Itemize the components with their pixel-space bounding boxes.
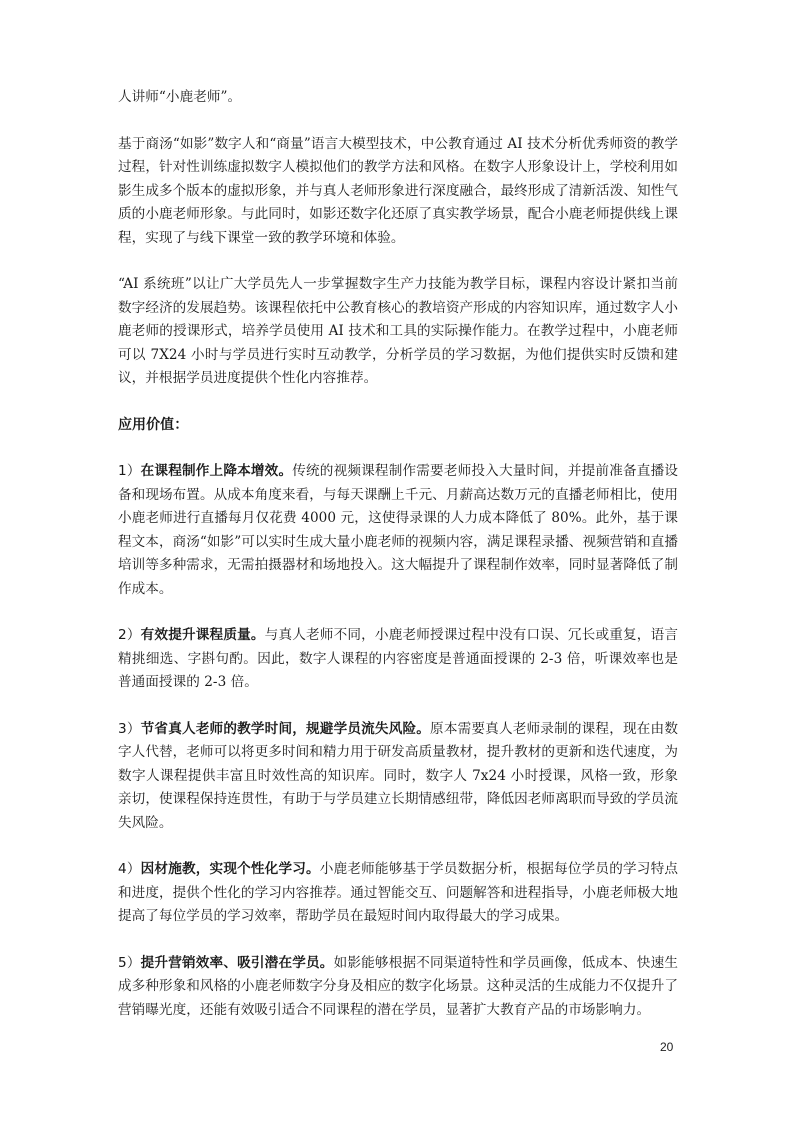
value-lead: 节省真人老师的教学时间，规避学员流失风险。 [140,720,431,737]
value-lead: 在课程制作上降本增效。 [140,463,293,479]
value-lead: 因材施教，实现个性化学习。 [140,861,320,877]
paragraph-rumor-tech: 基于商汤“如影”数字人和“商量”语言大模型技术，中公教育通过 AI 技术分析优秀师资的教学过程，针对性训练虚拟数字人模拟他们的教学方法和风格。在数字人形象设计上，学校利用如影生成多个版本的虚拟形象，并与真人老师形象进行深度融合，最终形成了清新活泼、知性气质的小鹿老师形象。与此同时，如影还数字化还原了真实教学场景，配合小鹿老师提供线上课程，实现了与线下课堂一致的教学环境和体验。 [118,135,678,246]
section-heading: 应用价值： [118,416,189,433]
value-number: 5） [118,954,141,971]
value-body: 与真人老师不同，小鹿老师授课过程中没有口误、冗长或重复，语言精挑细选、字斟句酌。因此，数字人课程的内容密度是普通面授课的 2-3 倍，听课效率也是普通面授课的 2-3 倍。 [118,627,679,690]
value-item-2 [118,624,678,695]
value-number: 3） [118,720,141,737]
value-item-5 [118,952,678,1023]
value-item-3 [118,718,678,836]
value-item-4 [118,858,678,929]
value-number: 2） [118,627,141,643]
value-body: 小鹿老师能够基于学员数据分析，根据每位学员的学习特点和进度，提供个性化的学习内容推荐。通过智能交互、问题解答和进程指导，小鹿老师极大地提高了每位学员的学习效率，帮助学员在最短时间内取得最大的学习成果。 [118,861,678,924]
page-number: 20 [660,1040,674,1054]
document-page [118,86,678,1022]
value-body: 原本需要真人老师录制的课程，现在由数字人代替，老师可以将更多时间和精力用于研发高质量教材，提升教材的更新和迭代速度，为数字人课程提供丰富且时效性高的知识库。同时，数字人 7x24 小时授课，风格一致，形象亲切，使课程保持连贯性，有助于与学员建立长期情感纽带，降低因老师离职而导致的学员流失风险。 [118,720,678,831]
value-item-1 [118,460,678,601]
paragraph-ai-course: “AI 系统班”以让广大学员先人一步掌握数字生产力技能为教学目标，课程内容设计紧扣当前数字经济的发展趋势。该课程依托中公教育核心的教培资产形成的内容知识库，通过数字人小鹿老师的授课形式，培养学员使用 AI 技术和工具的实际操作能力。在教学过程中，小鹿老师可以 7X24 小时与学员进行实时互动教学，分析学员的学习数据，为他们提供实时反馈和建议，并根据学员进度提供个性化内容推荐。 [118,276,678,386]
value-number: 1） [118,463,141,479]
value-body: 如影能够根据不同渠道特性和学员画像，低成本、快速生成多种形象和风格的小鹿老师数字分身及相应的数字化场景。这种灵活的生成能力不仅提升了营销曝光度，还能有效吸引适合不同课程的潜在学员，显著扩大教育产品的市场影响力。 [118,954,678,1018]
value-lead: 提升营销效率、吸引潜在学员。 [140,954,334,971]
intro-line: 人讲师“小鹿老师”。 [118,89,242,105]
value-number: 4） [118,861,141,877]
value-body: 传统的视频课程制作需要老师投入大量时间，并提前准备直播设备和现场布置。从成本角度来看，与每天课酬上千元、月薪高达数万元的直播老师相比，使用小鹿老师进行直播每月仅花费 4000 元，这使得录课的人力成本降低了 80%。此外，基于课程文本，商汤“如影”可以实时生成大量小鹿老师的视频内容，满足课程录播、视频营销和直播培训等多种需求，无需拍摄器材和场地投入。这大幅提升了课程制作效率，同时显著降低了制作成本。 [118,463,678,597]
value-lead: 有效提升课程质量。 [140,627,265,643]
